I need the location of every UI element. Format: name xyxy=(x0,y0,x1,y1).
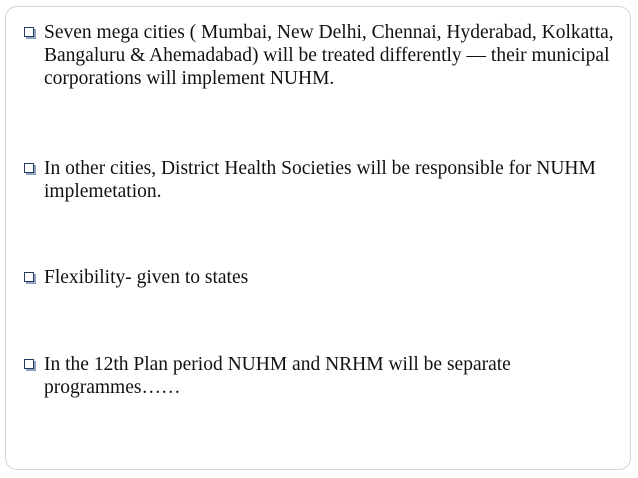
bullet-text: Seven mega cities ( Mumbai, New Delhi, Chennai, Hyderabad, Kolkatta, Bangaluru & Ahemadabad) will be treated differently — their municipal corporations will implement NUHM. xyxy=(44,22,614,89)
bullet-item-mega-cities xyxy=(24,21,624,90)
square-bullet-icon xyxy=(24,359,34,369)
bullet-text: Flexibility- given to states xyxy=(44,267,249,288)
bullet-text: In the 12th Plan period NUHM and NRHM will be separate programmes…… xyxy=(44,354,511,398)
bullet-item-flexibility xyxy=(24,266,624,289)
bullet-item-12th-plan xyxy=(24,353,624,399)
bullet-item-other-cities xyxy=(24,157,624,203)
square-bullet-icon xyxy=(24,27,34,37)
square-bullet-icon xyxy=(24,163,34,173)
square-bullet-icon xyxy=(24,272,34,282)
bullet-text: In other cities, District Health Societies will be responsible for NUHM implemetation. xyxy=(44,158,596,202)
slide-frame xyxy=(5,6,631,470)
